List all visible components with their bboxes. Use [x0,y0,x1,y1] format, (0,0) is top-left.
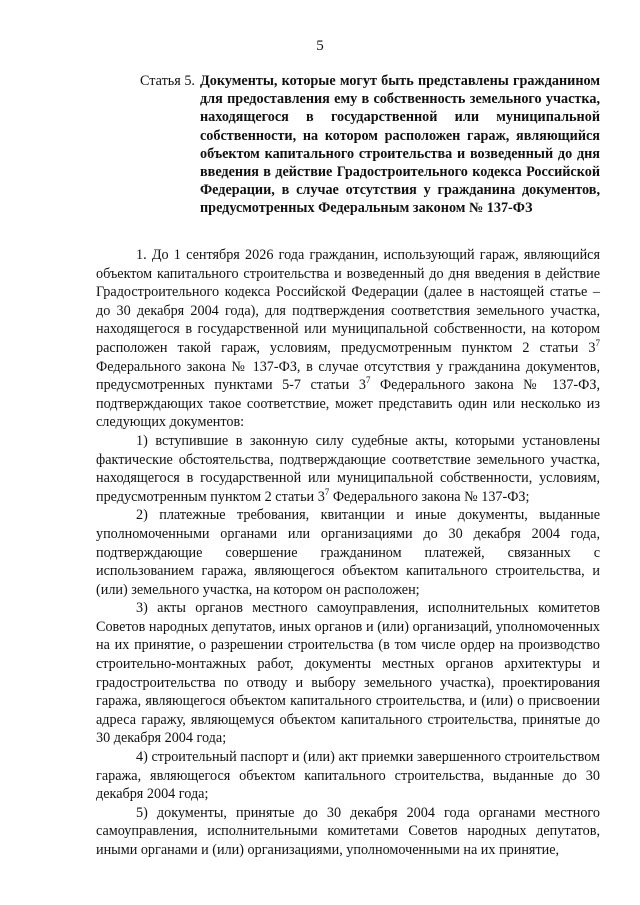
list-item-1-text-b: Федерального закона № 137-ФЗ; [329,488,530,505]
article-label: Статья 5. [140,73,195,89]
list-item-1 [96,432,600,506]
article-body [96,246,600,860]
superscript: 7 [365,375,371,386]
paragraph-1-text-c: Федерального закона № 137-ФЗ, подтверждающих такое соответствие, может представить один или несколько из следующих документов: [96,377,600,431]
list-item-4: 4) строительный паспорт и (или) акт приемки завершенного строительством гаража, являющегося объектом капитального строительства, выданные до 30 декабря 2004 года; [96,749,600,803]
list-item-3: 3) акты органов местного самоуправления, исполнительных комитетов Советов народных депутатов, иных органов и (или) организаций, уполномоченных на их принятие, о разрешении строительства (в том числе ордер на производство строительно-монтажных работ, документы местных органов архитектуры и градостроительства по отводу и выбору земельного участка), проектирования гаража, являющегося объектом капитального строительства, и (или) о присвоении адреса гаражу, являющемуся объектом капитального строительства, принятые до 30 декабря 2004 года; [96,600,600,747]
article-heading [140,72,600,218]
superscript: 7 [324,486,330,497]
paragraph-1-text-a: 1. До 1 сентября 2026 года гражданин, использующий гараж, являющийся объектом капитального строительства и возведенный до дня введения в действие Градостроительного кодекса Российской Федерации (далее в настоящей статье – до 30 декабря 2004 года), для подтверждения соответствия земельного участка, находящегося в государственной или муниципальной собственности, на котором расположен такой гараж, условиям, предусмотренным пунктом 2 статьи 3 [96,247,600,356]
list-item-5: 5) документы, принятые до 30 декабря 2004 года органами местного самоуправления, исполнительными комитетами Советов народных депутатов, иными органами и (или) организациями, уполномоченными на их принятие, [96,804,600,858]
article-title: Документы, которые могут быть представлены гражданином для предоставления ему в собственность земельного участка, находящегося в государственной или муниципальной собственности, на котором расположен гараж, являющийся объектом капитального строительства и возведенный до дня введения в действие Градостроительного кодекса Российской Федерации, в случае отсутствия у гражданина документов, предусмотренных Федеральным законом № 137-ФЗ [200,73,600,217]
paragraph-1 [96,246,600,432]
page-number: 5 [316,38,324,54]
superscript: 7 [595,337,600,348]
paragraph-1-text-b: Федерального закона № 137-ФЗ, в случае отсутствия у гражданина документов, предусмотренных пунктами 5-7 статьи 3 [96,358,600,394]
list-item-2: 2) платежные требования, квитанции и иные документы, выданные уполномоченными органами или организациями до 30 декабря 2004 года, подтверждающие совершение гражданином платежей, связанных с использованием гаража, являющегося объектом капитального строительства, и (или) земельного участка, на котором он расположен; [96,507,600,598]
list-item-1-text-a: 1) вступившие в законную силу судебные акты, которыми установлены фактические обстоятельства, подтверждающие соответствие земельного участка, находящегося в государственной или муниципальной собственности, условиям, предусмотренным пунктом 2 статьи 3 [96,432,600,505]
